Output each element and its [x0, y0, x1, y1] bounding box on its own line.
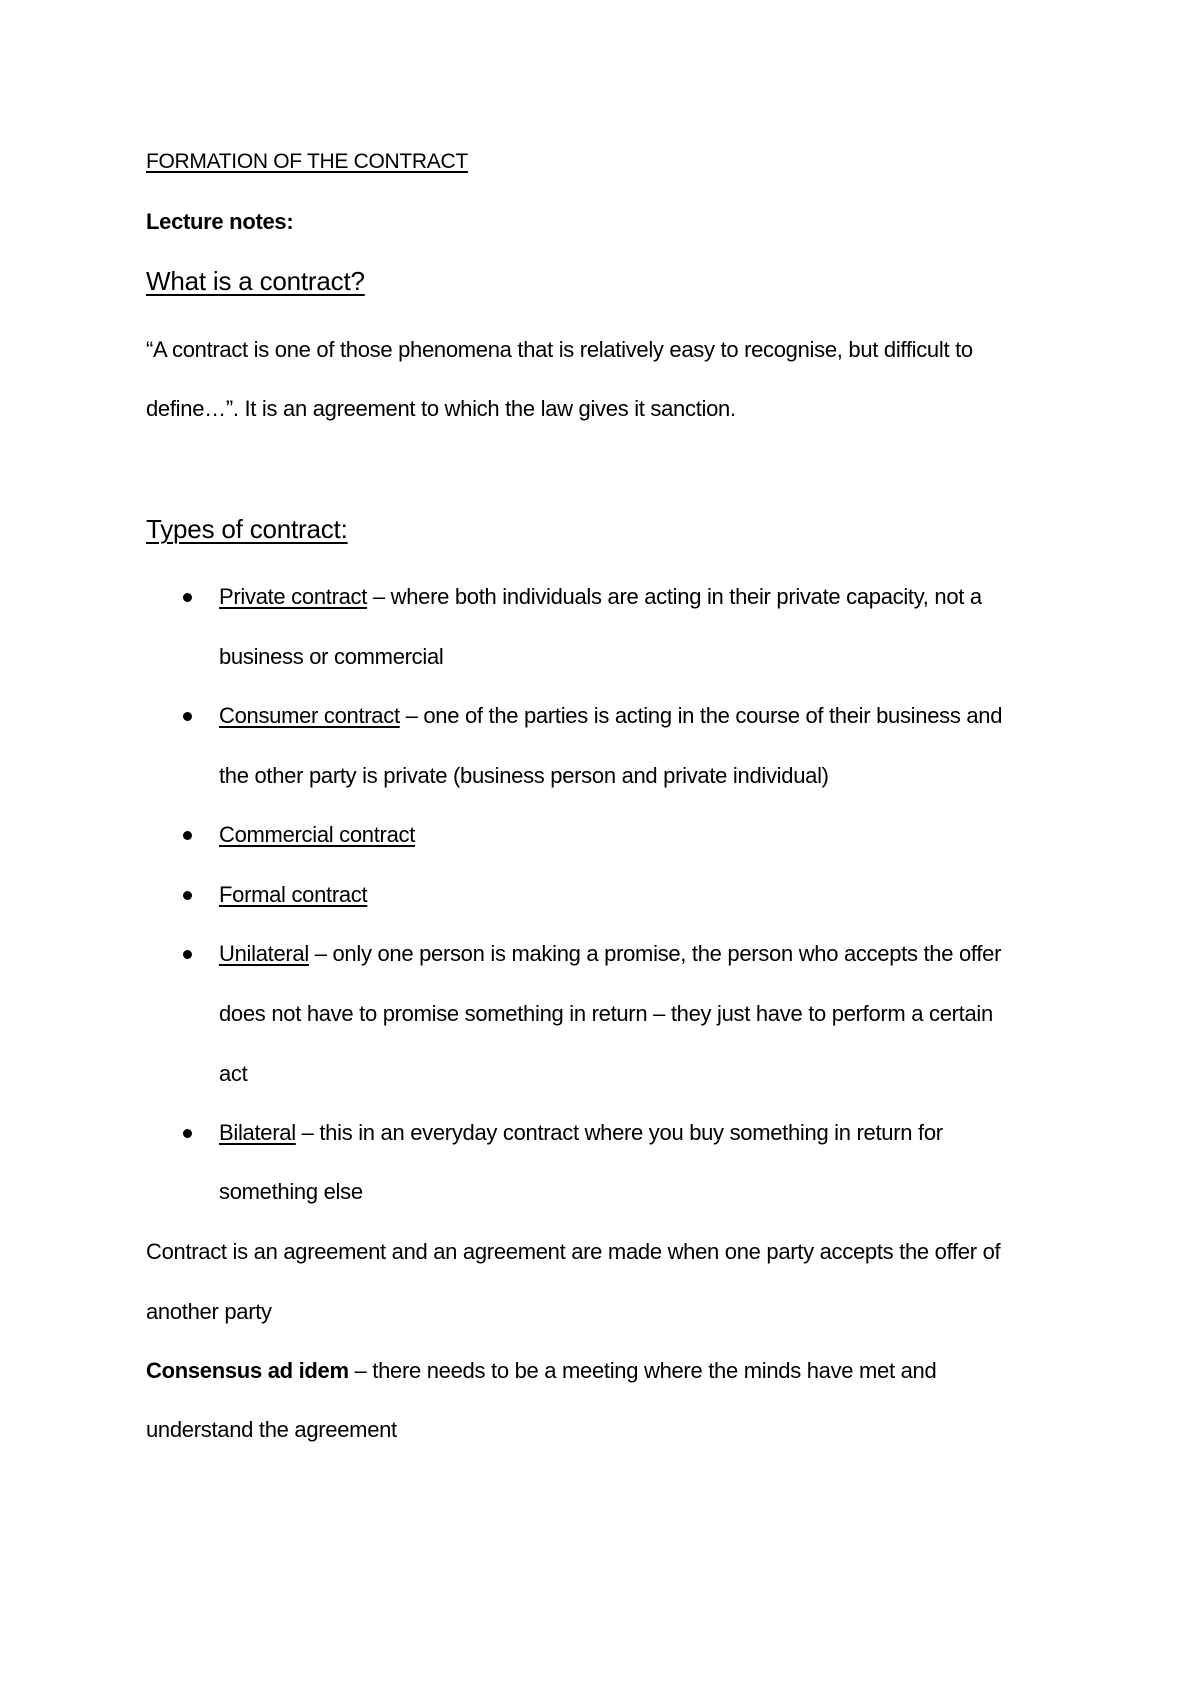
bullet-term: Commercial contract	[219, 822, 416, 847]
bullet-point-icon	[183, 891, 192, 900]
bullet-private-contract-line-2: business or commercial	[219, 644, 444, 669]
bullet-point-icon	[183, 831, 192, 840]
definition-line-1: “A contract is one of those phenomena that is relatively easy to recognise, but difficult to	[146, 337, 973, 362]
bullet-term: Unilateral	[219, 941, 309, 966]
bullet-bilateral-line-2: something else	[219, 1179, 363, 1204]
bullet-description: – where both individuals are acting in their private capacity, not a	[367, 584, 982, 609]
bullet-term: Bilateral	[219, 1120, 296, 1145]
bullet-formal-contract	[219, 881, 367, 909]
bullet-description: – this in an everyday contract where you buy something in return for	[295, 1120, 943, 1145]
bullet-point-icon	[183, 950, 192, 959]
bullet-consumer-contract-line-2: the other party is private (business person and private individual)	[219, 763, 829, 788]
section-heading-types-of-contract: Types of contract:	[146, 514, 348, 544]
bullet-term: Formal contract	[219, 882, 368, 907]
bullet-private-contract-line-1	[219, 583, 982, 611]
consensus-line-1	[146, 1357, 936, 1385]
definition-line-2: define…”. It is an agreement to which the law gives it sanction.	[146, 396, 736, 421]
bullet-point-icon	[183, 593, 192, 602]
bullet-term: Private contract	[219, 584, 368, 609]
consensus-line-2: understand the agreement	[146, 1417, 397, 1442]
bullet-unilateral-line-2: does not have to promise something in return – they just have to perform a certain	[219, 1001, 993, 1026]
document-subtitle: Lecture notes:	[146, 209, 294, 234]
bullet-point-icon	[183, 712, 192, 721]
bullet-commercial-contract	[219, 821, 415, 849]
section-heading-what-is-contract: What is a contract?	[146, 266, 365, 296]
bullet-unilateral-line-1	[219, 940, 1001, 968]
bullet-description: – only one person is making a promise, the person who accepts the offer	[308, 941, 1002, 966]
agreement-line-1: Contract is an agreement and an agreement are made when one party accepts the offer of	[146, 1239, 1001, 1264]
bullet-point-icon	[183, 1129, 192, 1138]
bullet-bilateral-line-1	[219, 1119, 943, 1147]
bullet-unilateral-line-3: act	[219, 1061, 248, 1086]
document-title: FORMATION OF THE CONTRACT	[146, 150, 468, 173]
consensus-description: – there needs to be a meeting where the minds have met and	[348, 1358, 937, 1383]
bullet-consumer-contract-line-1	[219, 702, 1002, 730]
agreement-line-2: another party	[146, 1299, 272, 1324]
bullet-description: – one of the parties is acting in the course of their business and	[399, 703, 1003, 728]
bullet-term: Consumer contract	[219, 703, 400, 728]
consensus-term: Consensus ad idem	[146, 1358, 349, 1383]
